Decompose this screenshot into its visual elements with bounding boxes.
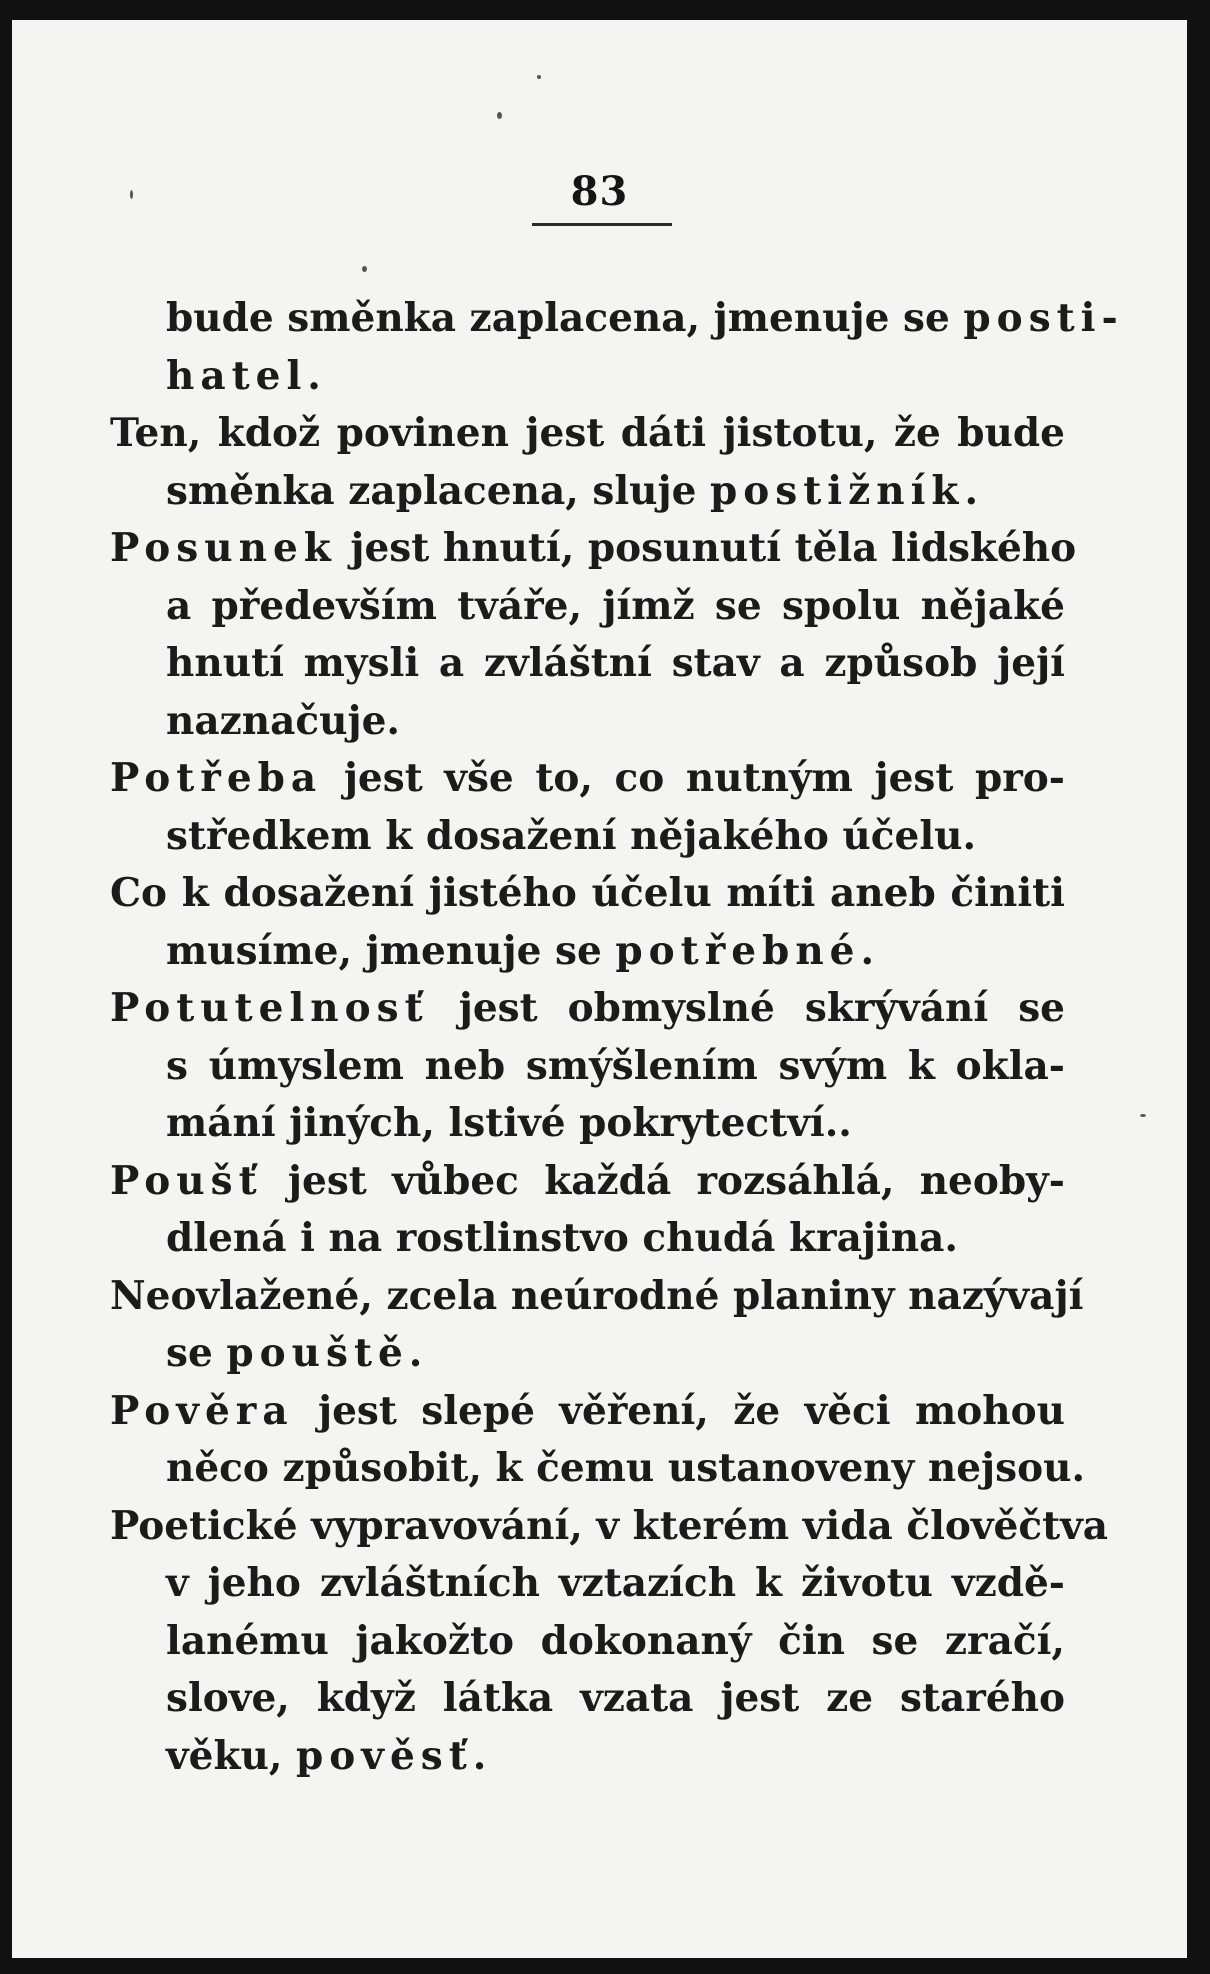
- text-run: jest vůbec každá rozsáhlá, neoby-: [262, 1158, 1065, 1204]
- text-run: .: [964, 468, 979, 514]
- text-run: .: [860, 928, 875, 974]
- text-run: hnutí mysli a zvláštní stav a způsob její: [166, 640, 1065, 686]
- text-run: jest obmyslné skrývání se: [428, 985, 1065, 1031]
- entry-povera-line: [110, 1383, 1065, 1439]
- text-run: v jeho zvláštních vztazích k životu vzdě-: [166, 1560, 1065, 1606]
- headword: Poušť: [110, 1158, 263, 1204]
- text-run: jest vše to, co nutným jest pro-: [322, 755, 1065, 801]
- entry-potutelnost-line: [166, 1095, 1065, 1151]
- dictionary-text: [12, 20, 1187, 1958]
- headword: Potutelnosť: [110, 985, 429, 1031]
- entry-povest-line: [166, 1728, 1065, 1784]
- text-run: jest slepé věření, že věci mohou: [293, 1388, 1065, 1434]
- entry-postiznik-line: [110, 405, 1065, 461]
- text-run: naznačuje.: [166, 698, 400, 744]
- text-run: s úmyslem neb smýšlením svým k okla-: [166, 1043, 1065, 1089]
- print-speck: [130, 190, 133, 199]
- text-run: se: [166, 1330, 227, 1376]
- entry-potutelnost-line: [110, 980, 1065, 1036]
- headword: pouště: [226, 1330, 409, 1376]
- print-speck: [1140, 1114, 1146, 1117]
- entry-povera-line: [166, 1440, 1086, 1496]
- text-run: lanému jakožto dokonaný čin se zračí,: [166, 1618, 1065, 1664]
- entry-poust-line: [110, 1153, 1065, 1209]
- headword: posti-: [963, 295, 1124, 341]
- headword: postižník: [710, 468, 965, 514]
- text-run: slove, když látka vzata jest ze starého: [166, 1675, 1065, 1721]
- text-run: a především tváře, jímž se spolu nějaké: [166, 583, 1065, 629]
- headword: pověsť: [296, 1733, 473, 1779]
- text-run: jest hnutí, posunutí těla lidského: [336, 525, 1077, 571]
- text-run: něco způsobit, k čemu ustanoveny nejsou.: [166, 1445, 1086, 1491]
- text-run: Neovlažené, zcela neúrodné planiny nazývají: [110, 1273, 1084, 1319]
- entry-povest-line: [110, 1498, 1109, 1554]
- entry-posunek-line: [166, 578, 1065, 634]
- entry-poust-line: [166, 1210, 1065, 1266]
- text-run: Ten, kdož povinen jest dáti jistotu, že bude: [110, 410, 1065, 456]
- entry-potreba-line: [110, 750, 1065, 806]
- text-run: .: [472, 1733, 487, 1779]
- entry-postiznik-line: [166, 463, 1065, 519]
- entry-pouste-line: [110, 1268, 1084, 1324]
- entry-posunek-line: [166, 635, 1065, 691]
- entry-potreba-line: [166, 808, 1065, 864]
- entry-povest-line: [166, 1555, 1065, 1611]
- entry-potrebne-line: [166, 923, 1065, 979]
- text-run: středkem k dosažení nějakého účelu.: [166, 813, 977, 859]
- entry-posti-hatel-line: [166, 348, 1065, 404]
- text-run: Co k dosažení jistého účelu míti aneb činiti: [110, 870, 1065, 916]
- entry-posti-hatel-line: [166, 290, 1124, 346]
- entry-povest-line: [166, 1670, 1065, 1726]
- text-run: věku,: [166, 1733, 297, 1779]
- headword: potřebné: [615, 928, 861, 974]
- text-run: musíme, jmenuje se: [166, 928, 616, 974]
- headword: Pověra: [110, 1388, 294, 1434]
- entry-posunek-line: [166, 693, 1065, 749]
- text-run: směnka zaplacena, sluje: [166, 468, 711, 514]
- text-run: .: [408, 1330, 423, 1376]
- text-run: dlená i na rostlinstvo chudá krajina.: [166, 1215, 958, 1261]
- text-run: bude směnka zaplacena, jmenuje se: [166, 295, 964, 341]
- print-speck: [362, 266, 367, 272]
- print-speck: [497, 112, 502, 119]
- entry-pouste-line: [166, 1325, 1065, 1381]
- text-run: mání jiných, lstivé pokrytectví..: [166, 1100, 852, 1146]
- text-run: Poetické vypravování, v kterém vida člověčtva: [110, 1503, 1109, 1549]
- print-speck: [537, 75, 541, 79]
- entry-potrebne-line: [110, 865, 1065, 921]
- page-number: 83: [570, 168, 629, 215]
- headword: Potřeba: [110, 755, 323, 801]
- entry-povest-line: [166, 1613, 1065, 1669]
- headword: hatel.: [166, 353, 327, 399]
- headword: Posunek: [110, 525, 337, 571]
- entry-potutelnost-line: [166, 1038, 1065, 1094]
- book-page: [12, 20, 1187, 1958]
- entry-posunek-line: [110, 520, 1077, 576]
